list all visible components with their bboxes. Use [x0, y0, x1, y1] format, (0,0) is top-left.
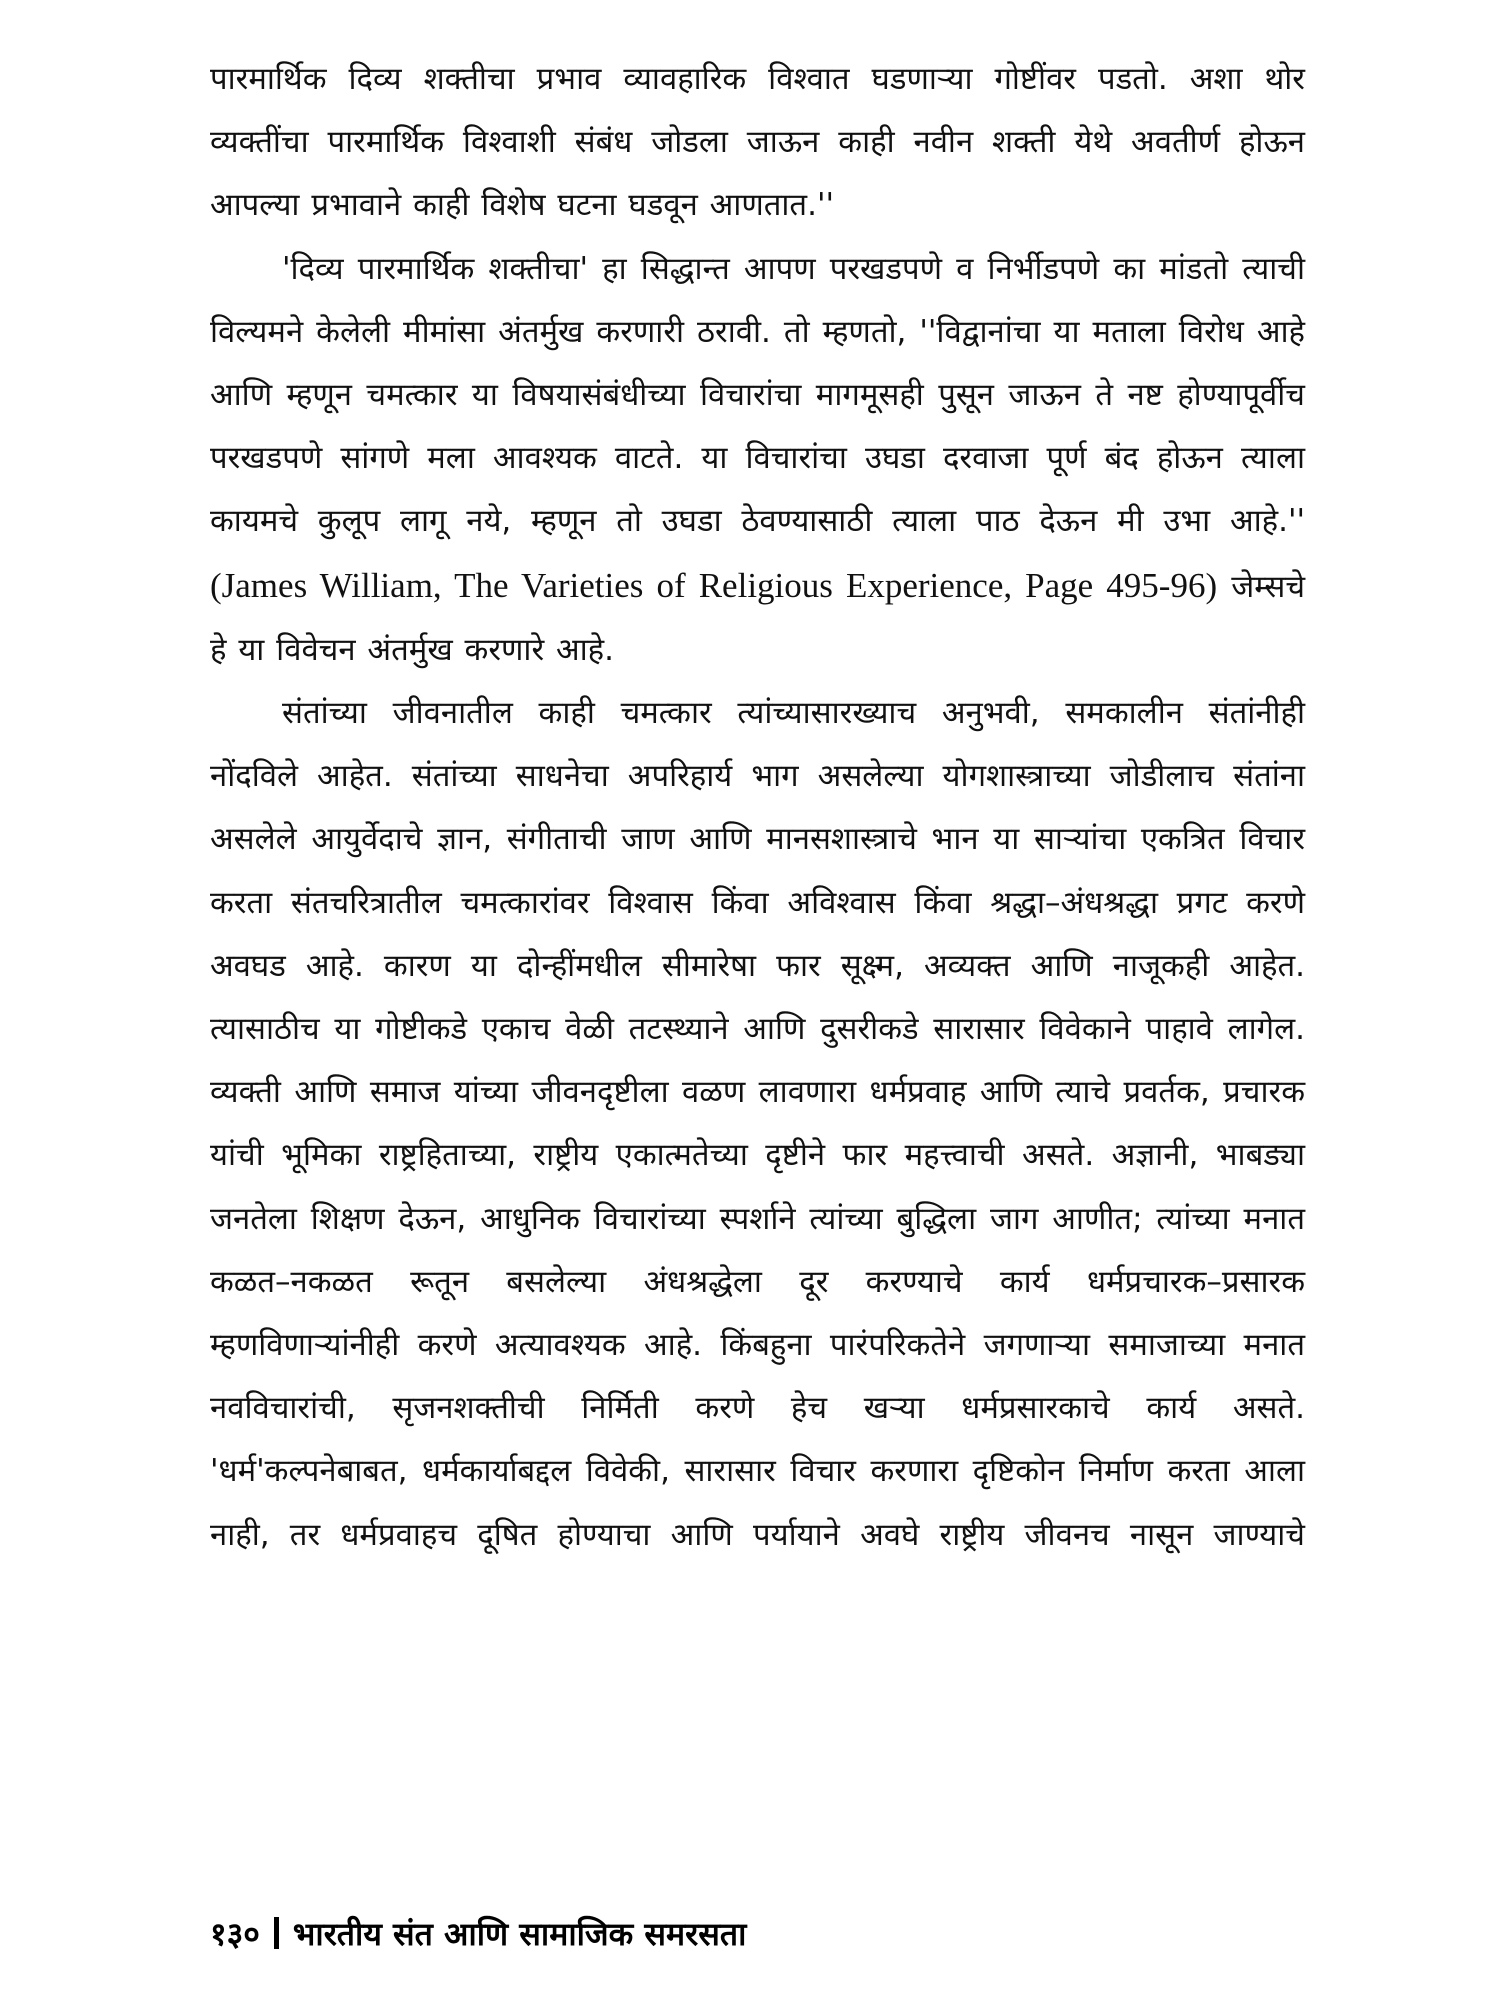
paragraph-1 [210, 48, 1305, 238]
paragraph-1-text: पारमार्थिक दिव्य शक्तीचा प्रभाव व्यावहारिक विश्वात घडणाऱ्या गोष्टींवर पडतो. अशा थोर व्यक्तींचा पारमार्थिक विश्वाशी संबंध जोडला जाऊन काही नवीन शक्ती येथे अवतीर्ण होऊन आपल्या प्रभावाने काही विशेष घटना घडवून आणतात.'' [210, 61, 1305, 224]
page-number: १३० [210, 1915, 260, 1953]
page-footer [210, 1912, 746, 1955]
citation: (James William, The Varieties of Religious Experience, Page 495-96) [210, 565, 1218, 605]
paragraph-3-text: संतांच्या जीवनातील काही चमत्कार त्यांच्यासारख्याच अनुभवी, समकालीन संतांनीही नोंदविले आहेत. संतांच्या साधनेचा अपरिहार्य भाग असलेल्या योगशास्त्राच्या जोडीलाच संतांना असलेले आयुर्वेदाचे ज्ञान, संगीताची जाण आणि मानसशास्त्राचे भान या साऱ्यांचा एकत्रित विचार करता संतचरित्रातील चमत्कारांवर विश्वास किंवा अविश्वास किंवा श्रद्धा–अंधश्रद्धा प्रगट करणे अवघड आहे. कारण या दोन्हींमधील सीमारेषा फार सूक्ष्म, अव्यक्त आणि नाजूकही आहेत. त्यासाठीच या गोष्टीकडे एकाच वेळी तटस्थ्याने आणि दुसरीकडे सारासार विवेकाने पाहावे लागेल. व्यक्ती आणि समाज यांच्या जीवनदृष्टीला वळण लावणारा धर्मप्रवाह आणि त्याचे प्रवर्तक, प्रचारक यांची भूमिका राष्ट्रहिताच्या, राष्ट्रीय एकात्मतेच्या दृष्टीने फार महत्त्वाची असते. अज्ञानी, भाबड्या जनतेला शिक्षण देऊन, आधुनिक विचारांच्या स्पर्शाने त्यांच्या बुद्धिला जाग आणीत; त्यांच्या मनात कळत–नकळत रूतून बसलेल्या अंधश्रद्धेला दूर करण्याचे कार्य धर्मप्रचारक–प्रसारक म्हणविणाऱ्यांनीही करणे अत्यावश्यक आहे. किंबहुना पारंपरिकतेने जगणाऱ्या समाजाच्या मनात नवविचारांची, सृजनशक्तीची निर्मिती करणे हेच खऱ्या धर्मप्रसारकाचे कार्य असते. 'धर्म'कल्पनेबाबत, धर्मकार्याबद्दल विवेकी, सारासार विचार करणारा दृष्टिकोन निर्माण करता आला नाही, तर धर्मप्रवाहच दूषित होण्याचा आणि पर्यायाने अवघे राष्ट्रीय जीवनच नासून जाण्याचे [210, 695, 1305, 1553]
book-title: भारतीय संत आणि सामाजिक समरसता [292, 1915, 747, 1953]
page-body [210, 48, 1305, 1948]
paragraph-2 [210, 238, 1305, 682]
paragraph-2-text: 'दिव्य पारमार्थिक शक्तीचा' हा सिद्धान्त आपण परखडपणे व निर्भीडपणे का मांडतो त्याची विल्यमने केलेली मीमांसा अंतर्मुख करणारी ठरावी. तो म्हणतो, ''विद्वानांचा या मताला विरोध आहे आणि म्हणून चमत्कार या विषयासंबंधीच्या विचारांचा मागमूसही पुसून जाऊन ते नष्ट होण्यापूर्वीच परखडपणे सांगणे मला आवश्यक वाटते. या विचारांचा उघडा दरवाजा पूर्ण बंद होऊन त्याला कायमचे कुलूप लागू नये, म्हणून तो उघडा ठेवण्यासाठी त्याला पाठ देऊन मी उभा आहे.'' [210, 250, 1305, 540]
paragraph-2-tail: जेम्सचे हे या विवेचन अंतर्मुख करणारे आहे. [210, 568, 1306, 668]
footer-separator [274, 1917, 279, 1949]
paragraph-3 [210, 682, 1305, 1567]
